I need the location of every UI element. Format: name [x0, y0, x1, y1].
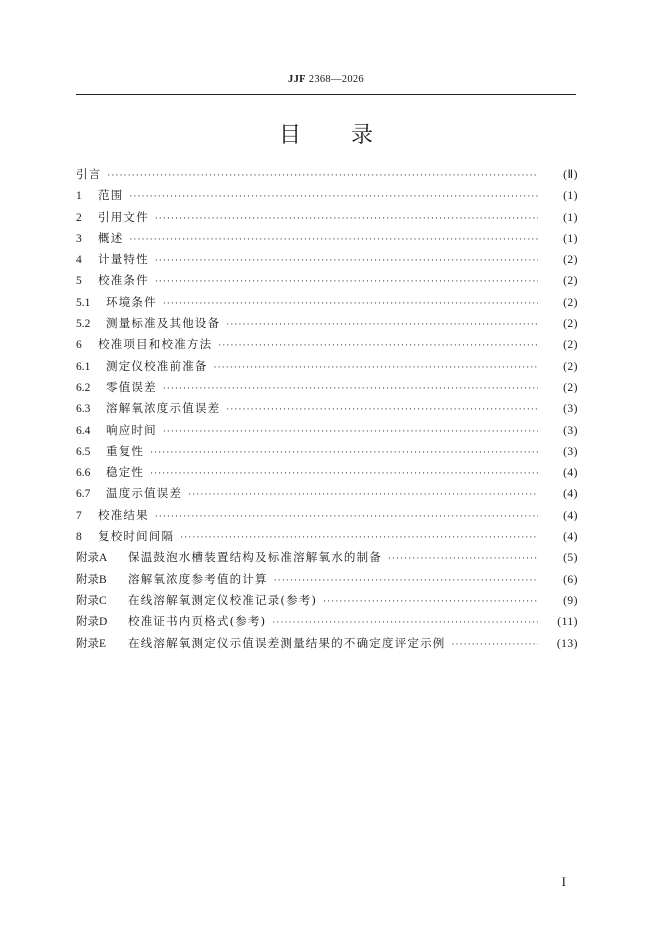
- toc-dot-leader: [388, 549, 538, 570]
- toc-entry-number: 6.6: [76, 467, 91, 480]
- toc-entry-number: 6.1: [76, 360, 91, 373]
- toc-entry[interactable]: [76, 270, 578, 291]
- toc-entry-page: (9): [563, 594, 578, 607]
- toc-entry[interactable]: [76, 526, 578, 547]
- toc-entry-title: 校准项目和校准方法: [98, 337, 213, 352]
- toc-entry-page: (11): [557, 616, 578, 629]
- toc-entry-number: 7: [76, 509, 82, 522]
- toc-entry-title: 校准结果: [98, 507, 149, 522]
- toc-entry-title: 校准条件: [98, 273, 149, 288]
- toc-entry-page: (2): [563, 360, 578, 373]
- toc-entry-title: 复校时间间隔: [98, 529, 175, 544]
- toc-entry-page: (4): [563, 488, 578, 501]
- page-title-char-1: 目: [278, 123, 301, 148]
- page-header: [76, 72, 576, 95]
- toc-dot-leader: [107, 166, 538, 187]
- toc-entry-title: 引用文件: [98, 209, 149, 224]
- toc-entry-title: 环境条件: [106, 294, 157, 309]
- toc-dot-leader: [163, 422, 538, 443]
- toc-entry[interactable]: [76, 249, 578, 270]
- toc-entry[interactable]: [76, 611, 578, 632]
- toc-dot-leader: [452, 635, 539, 656]
- toc-dot-leader: [226, 400, 538, 421]
- toc-dot-leader: [163, 294, 538, 315]
- toc-entry-title: 测量标准及其他设备: [106, 316, 221, 331]
- standard-code-number: 2368—2026: [308, 74, 364, 85]
- toc-dot-leader: [129, 187, 538, 208]
- toc-entry-page: (13): [556, 637, 578, 650]
- toc-entry-page: (1): [563, 211, 578, 224]
- toc-dot-leader: [150, 443, 538, 464]
- toc-entry-page: (2): [563, 254, 578, 267]
- toc-entry-page: (2): [563, 296, 578, 309]
- toc-entry[interactable]: [76, 207, 578, 228]
- toc-entry-title: 响应时间: [106, 422, 157, 437]
- toc-entry-title: 稳定性: [106, 465, 145, 480]
- toc-entry-number: 5: [76, 275, 82, 288]
- toc-entry[interactable]: [76, 462, 578, 483]
- toc-dot-leader: [323, 592, 538, 613]
- toc-entry[interactable]: [76, 398, 578, 419]
- toc-entry-page: (Ⅱ): [563, 169, 578, 181]
- toc-entry[interactable]: [76, 441, 578, 462]
- toc-dot-leader: [272, 613, 538, 634]
- toc-dot-leader: [155, 272, 538, 293]
- toc-entry-page: (3): [563, 445, 578, 458]
- toc-entry-number: 5.2: [76, 318, 91, 331]
- toc-entry[interactable]: [76, 313, 578, 334]
- toc-entry-number: 6.3: [76, 403, 91, 416]
- toc-entry[interactable]: [76, 377, 578, 398]
- toc-entry-number: 6.2: [76, 381, 91, 394]
- toc-entry-page: (1): [563, 190, 578, 203]
- toc-dot-leader: [218, 336, 538, 357]
- toc-entry-title: 温度示值误差: [106, 486, 183, 501]
- toc-entry-page: (4): [563, 531, 578, 544]
- toc-entry-title: 在线溶解氧测定仪示值误差测量结果的不确定度评定示例: [128, 635, 446, 650]
- toc-entry-number: 3: [76, 232, 82, 245]
- table-of-contents: [76, 164, 578, 654]
- toc-entry-title: 溶解氧浓度参考值的计算: [128, 571, 268, 586]
- toc-entry-number: 2: [76, 211, 82, 224]
- toc-entry-title: 保温鼓泡水槽装置结构及标准溶解氧水的制备: [128, 550, 382, 565]
- toc-entry-number: 附录A: [76, 552, 108, 565]
- toc-entry-number: 附录C: [76, 594, 107, 607]
- toc-entry-page: (2): [563, 381, 578, 394]
- toc-entry-page: (3): [563, 424, 578, 437]
- toc-entry[interactable]: [76, 505, 578, 526]
- toc-entry-title: 在线溶解氧测定仪校准记录(参考): [128, 592, 318, 607]
- page-title-char-2: 录: [351, 123, 374, 148]
- toc-entry-number: 6.4: [76, 424, 91, 437]
- toc-entry[interactable]: [76, 356, 578, 377]
- toc-dot-leader: [274, 571, 538, 592]
- toc-dot-leader: [214, 358, 538, 379]
- toc-entry[interactable]: [76, 547, 578, 568]
- toc-entry-title: 校准证书内页格式(参考): [128, 614, 267, 629]
- toc-entry[interactable]: [76, 569, 578, 590]
- toc-entry-number: 附录D: [76, 616, 108, 629]
- toc-dot-leader: [180, 528, 538, 549]
- toc-entry[interactable]: [76, 420, 578, 441]
- toc-entry-number: 6.7: [76, 488, 91, 501]
- toc-entry-number: 4: [76, 254, 82, 267]
- toc-entry-title: 重复性: [106, 443, 145, 458]
- toc-entry-number: 附录B: [76, 573, 107, 586]
- toc-entry-title: 引言: [76, 167, 102, 181]
- toc-entry[interactable]: [76, 185, 578, 206]
- toc-entry-number: 附录E: [76, 637, 107, 650]
- toc-dot-leader: [226, 315, 538, 336]
- standard-code-prefix: JJF: [288, 74, 306, 85]
- toc-entry-title: 溶解氧浓度示值误差: [106, 401, 221, 416]
- toc-entry[interactable]: [76, 334, 578, 355]
- toc-entry[interactable]: [76, 292, 578, 313]
- toc-entry-page: (3): [563, 403, 578, 416]
- toc-entry-page: (4): [563, 509, 578, 522]
- toc-entry[interactable]: [76, 633, 578, 654]
- toc-dot-leader: [163, 379, 538, 400]
- toc-entry-number: 8: [76, 531, 82, 544]
- standard-code: [76, 72, 576, 88]
- toc-dot-leader: [155, 251, 538, 272]
- toc-entry-page: (2): [563, 339, 578, 352]
- toc-entry-title: 计量特性: [98, 252, 149, 267]
- toc-entry-page: (2): [563, 318, 578, 331]
- toc-entry-number: 6: [76, 339, 82, 352]
- toc-entry-title: 测定仪校准前准备: [106, 358, 208, 373]
- toc-entry[interactable]: [76, 590, 578, 611]
- toc-entry-page: (1): [563, 232, 578, 245]
- toc-entry-page: (4): [563, 467, 578, 480]
- toc-entry-page: (6): [563, 573, 578, 586]
- page-title: [76, 122, 576, 150]
- toc-entry-page: (2): [563, 275, 578, 288]
- toc-entry-title: 零值误差: [106, 379, 157, 394]
- toc-entry[interactable]: [76, 164, 578, 185]
- toc-entry-title: 概述: [98, 230, 124, 245]
- toc-dot-leader: [155, 209, 538, 230]
- toc-entry-number: 6.5: [76, 445, 91, 458]
- toc-entry-number: 5.1: [76, 296, 91, 309]
- toc-entry-page: (5): [563, 552, 578, 565]
- toc-dot-leader: [188, 485, 538, 506]
- page-number: I: [561, 874, 566, 889]
- toc-dot-leader: [129, 230, 538, 251]
- toc-entry-number: 1: [76, 190, 82, 203]
- toc-entry[interactable]: [76, 228, 578, 249]
- toc-entry-title: 范围: [98, 188, 124, 203]
- toc-dot-leader: [155, 507, 538, 528]
- toc-dot-leader: [150, 464, 538, 485]
- toc-entry[interactable]: [76, 483, 578, 504]
